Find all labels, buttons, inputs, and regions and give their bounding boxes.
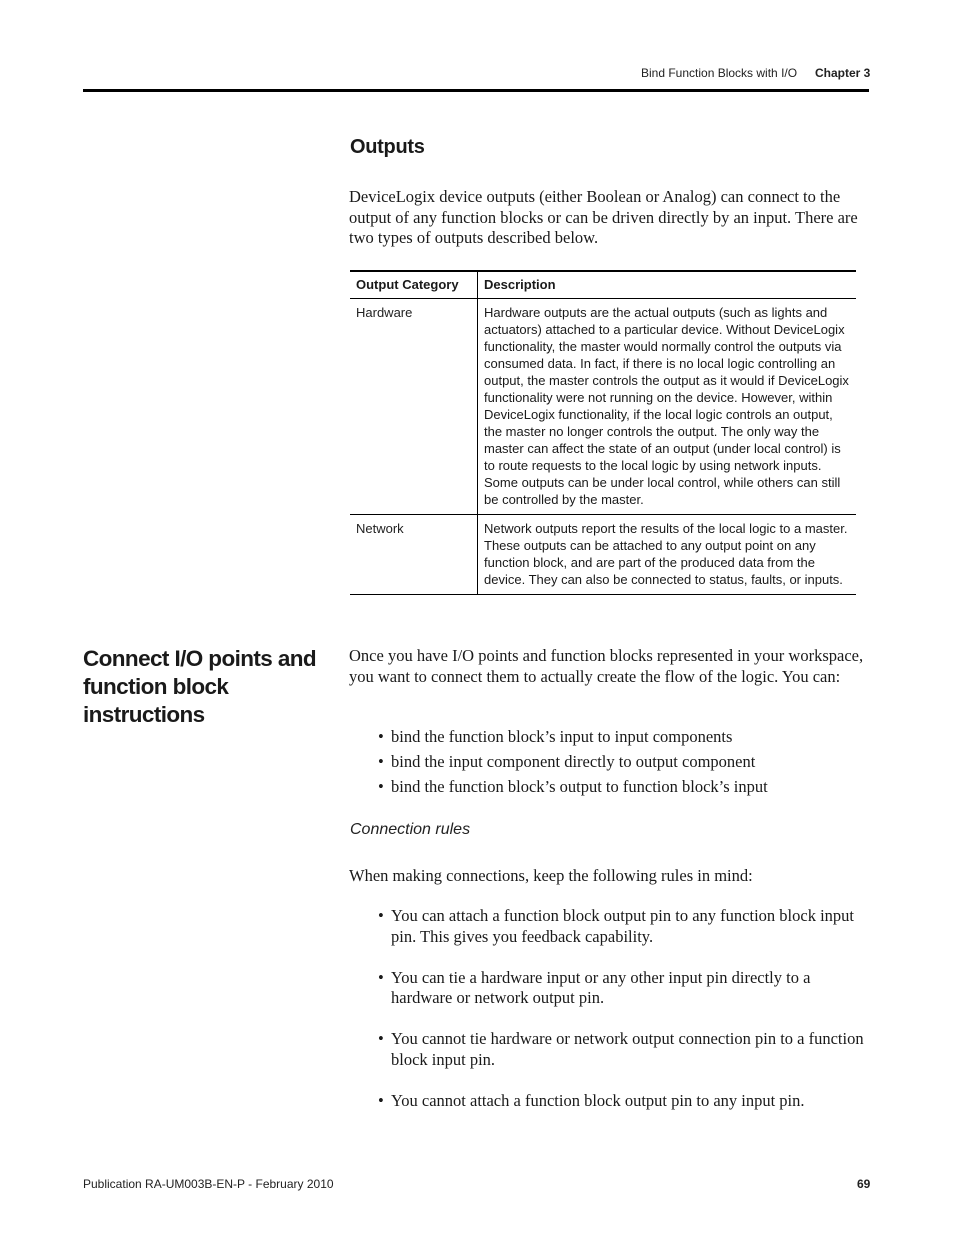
list-item: [378, 1029, 870, 1070]
bullet-icon: •: [378, 1029, 384, 1048]
list-item-text: bind the input component directly to output component: [391, 752, 756, 771]
bullet-icon: •: [378, 727, 384, 746]
list-item-text: You can tie a hardware input or any other input pin directly to a hardware or network output pin.: [391, 967, 811, 1007]
outputs-heading: Outputs: [350, 136, 425, 158]
bullet-icon: •: [378, 1090, 384, 1110]
connect-intro: Once you have I/O points and function blocks represented in your workspace, you want to connect them to actually create the flow of the logic. You can:: [349, 646, 864, 686]
table-cell-description: Hardware outputs are the actual outputs (such as lights and actuators) attached to a particular device. Without DeviceLogix functionality, the master would normally control the outputs via consumed data. In fact, if there is no local logic controlling an output, the master controls the output as it would if DeviceLogix functionality were not running on the device. However, within DeviceLogix functionality, if the local logic controls an output, the master no longer controls the output. The only way the master can affect the state of an output (under local control) is to route requests to the local logic by using network inputs. Some outputs can be under local control, while others can still be controlled by the master.: [478, 299, 857, 515]
connection-rules-list: [378, 906, 870, 1132]
list-item-text: bind the function block’s output to function block’s input: [391, 777, 768, 796]
table-row: [350, 515, 856, 595]
list-item-text: You cannot attach a function block output pin to any input pin.: [391, 1090, 805, 1110]
list-item: [378, 777, 878, 798]
list-item: [378, 752, 878, 773]
connection-rules-subheading: Connection rules: [350, 821, 471, 838]
list-item-text: You cannot tie hardware or network output connection pin to a function block input pin.: [391, 1029, 864, 1069]
connection-rules-intro: When making connections, keep the following rules in mind:: [349, 866, 753, 885]
outputs-table: [350, 270, 856, 595]
running-header-title: Bind Function Blocks with I/O: [641, 66, 798, 80]
table-cell-category: Network: [350, 515, 478, 595]
table-cell-description: Network outputs report the results of the local logic to a master. These outputs can be attached to any output point on any function block, and are part of the produced data from the device. They can also be connected to status, faults, or inputs.: [478, 515, 857, 595]
bullet-icon: •: [378, 752, 384, 771]
column-header-category: Output Category: [350, 271, 478, 299]
list-item: [378, 906, 870, 947]
page-number: 69: [857, 1177, 871, 1191]
bullet-icon: •: [378, 906, 384, 925]
footer-publication: Publication RA-UM003B-EN-P - February 2010: [83, 1177, 334, 1191]
outputs-intro: DeviceLogix device outputs (either Boolean or Analog) can connect to the output of any function blocks or can be driven directly by an input. There are two types of outputs described below.: [349, 187, 858, 247]
list-item-text: You can attach a function block output pin to any function block input pin. This gives you feedback capability.: [391, 906, 854, 946]
list-item: [378, 968, 870, 1009]
header-rule: [83, 89, 869, 92]
table-header-row: [350, 271, 856, 299]
connect-bullet-list: [378, 727, 878, 802]
list-item-text: bind the function block’s input to input components: [391, 727, 733, 746]
connect-heading: Connect I/O points and function block instructions: [83, 646, 317, 727]
list-item: [378, 727, 878, 748]
table-row: [350, 299, 856, 515]
bullet-icon: •: [378, 967, 384, 987]
column-header-description: Description: [478, 271, 857, 299]
bullet-icon: •: [378, 777, 384, 796]
list-item: [378, 1091, 870, 1112]
chapter-label: Chapter 3: [815, 66, 871, 80]
table-cell-category: Hardware: [350, 299, 478, 515]
